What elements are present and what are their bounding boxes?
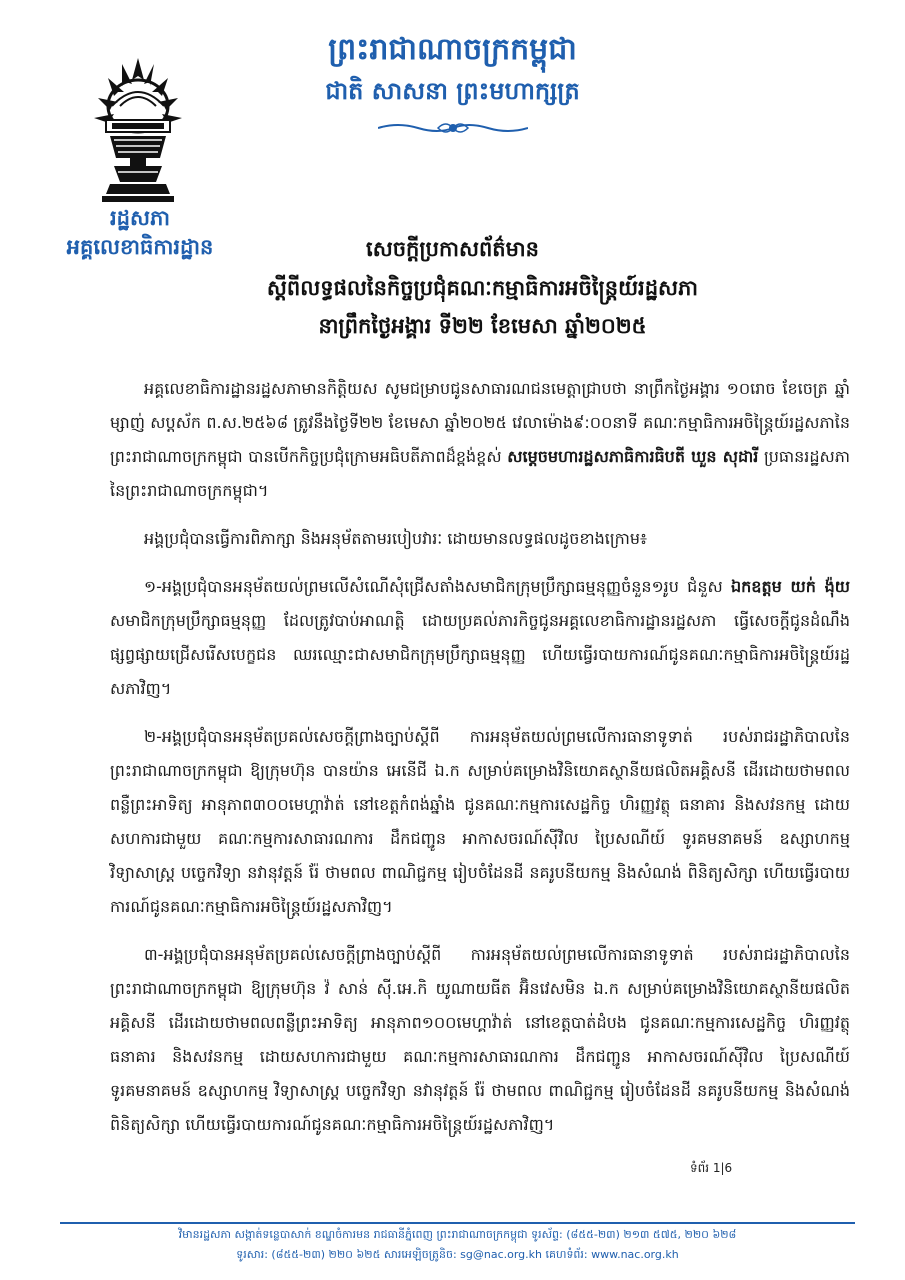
president-name: សម្តេចមហារដ្ឋសភាធិការធិបតី ឃួន សុដារី [507,447,759,466]
paragraph-intro-text: អគ្គលេខាធិការដ្ឋានរដ្ឋសភាមានកិត្តិយស សូមជម្រាបជូនសាធារណជនមេត្តាជ្រាបថា នាព្រឹកថ្ងៃអង្គារ ១០រោច ខែចេត្រ ឆ្នាំម្សាញ់ សប្តស័ក ព.ស.២៥៦៨ ត្រូវនឹងថ្ងៃទី២២ ខែមេសា ឆ្នាំ២០២៥ វេលាម៉ោង៩:០០នាទី គណៈកម្មាធិការអចិន្ត្រៃយ៍រដ្ឋសភានៃព្រះរាជាណាចក្រកម្ពុជា បានបើកកិច្ចប្រជុំក្រោមអធិបតីភាពដ៏ខ្ពង់ខ្ពស់ [110,379,850,466]
document-title: សេចក្តីប្រកាសព័ត៌មាន [366,236,539,261]
document-subtitle: ស្តីពីលទ្ធផលនៃកិច្ចប្រជុំគណៈកម្មាធិការអចិន្ត្រៃយ៍រដ្ឋសភា [266,275,699,300]
paragraph-item-1 [110,570,850,706]
paragraph-intro [110,372,850,508]
page-number: ទំព័រ 1|6 [690,1161,733,1175]
item-1-text: ១-អង្គប្រជុំបានអនុម័តយល់ព្រមលើសំណើសុំជ្រើសតាំងសមាជិកក្រុមប្រឹក្សាធម្មនុញ្ញចំនួន១រូប ជំនួស [144,577,731,596]
document-date-line: នាព្រឹកថ្ងៃអង្គារ ទី២២ ខែមេសា ឆ្នាំ២០២៥ [318,313,647,338]
item-1-tail: សមាជិកក្រុមប្រឹក្សាធម្មនុញ្ញ ដែលត្រូវបាប់អាណត្តិ ដោយប្រគល់ភារកិច្ចជូនអគ្គលេខាធិការដ្ឋានរដ្ឋសភា ធ្វើសេចក្តីជូនដំណឹងផ្សព្វផ្សាយជ្រើសរើសបេក្ខជន ឈរឈ្មោះជាសមាជិកក្រុមប្រឹក្សាធម្មនុញ្ញ ហើយធ្វើរបាយការណ៍ជូនគណៈកម្មាធិការអចិន្ត្រៃយ៍រដ្ឋសភាវិញ។ [110,611,850,698]
footer-divider [60,1222,855,1224]
paragraph-item-3: ៣-អង្គប្រជុំបានអនុម័តប្រគល់សេចក្តីព្រាងច្បាប់ស្តីពី ការអនុម័តយល់ព្រមលើការធានាទូទាត់ របស់រាជរដ្ឋាភិបាលនៃព្រះរាជាណាចក្រកម្ពុជា ឱ្យក្រុមហ៊ុន វ៉ សាន់ ស៊ី.អេ.កិ យូណាយធីត អ៊ិនវេសមិន ឯ.ក សម្រាប់គម្រោងវិនិយោគស្ថានីយផលិតអគ្គិសនី ដើរដោយថាមពលពន្លឺព្រះអាទិត្យ អានុភាព១០០មេហ្គាវ៉ាត់ នៅខេត្តបាត់ដំបង ជូនគណៈកម្មការសេដ្ឋកិច្ច ហិរញ្ញវត្ថុ ធនាគារ និងសវនកម្ម ដោយសហការជាមួយ គណៈកម្មការសាធារណការ ដឹកជញ្ជូន អាកាសចរណ៍ស៊ីវិល ប្រៃសណីយ៍ ទូរគមនាគមន៍ ឧស្សាហកម្ម វិទ្យាសាស្ត្រ បច្ចេកវិទ្យា នវានុវត្តន៍ រ៉ែ ថាមពល ពាណិជ្ជកម្ម រៀបចំដែនដី នគរូបនីយកម្ម និងសំណង់ ពិនិត្យសិក្សា ហើយធ្វើរបាយការណ៍ជូនគណៈកម្មាធិការអចិន្ត្រៃយ៍រដ្ឋសភាវិញ។ [110,945,850,1134]
footer-address: វិមានរដ្ឋសភា សង្កាត់ទន្លេបាសាក់ ខណ្ឌចំការមន រាជធានីភ្នំពេញ ព្រះរាជាណាចក្រកម្ពុជា ទូរស័ព្ទ: (៨៥៥-២៣) ២១៣ ៥៧៥, ២២០ ៦២៨ [178,1228,737,1241]
ornament-divider-icon [378,120,528,136]
department-line-1: រដ្ឋសភា [110,205,170,230]
department-line-2: អគ្គលេខាធិការដ្ឋាន [66,234,214,259]
member-name: ឯកឧត្តម យក់ ង៉ុយ [730,577,850,596]
document-body [110,372,850,1156]
footer-contact: ទូរសារ: (៨៥៥-២៣) ២២០ ៦២៥ សារអេឡិចត្រូនិច: sg@nac.org.kh គេហទំព័រ: www.nac.org.kh [236,1248,679,1261]
paragraph-item-2: ២-អង្គប្រជុំបានអនុម័តប្រគល់សេចក្តីព្រាងច្បាប់ស្តីពី ការអនុម័តយល់ព្រមលើការធានាទូទាត់ របស់រាជរដ្ឋាភិបាលនៃព្រះរាជាណាចក្រកម្ពុជា ឱ្យក្រុមហ៊ុន បានយ៉ាន អេនើជី ឯ.ក សម្រាប់គម្រោងវិនិយោគស្ថានីយផលិតអគ្គិសនី ដើរដោយថាមពលពន្លឺព្រះអាទិត្យ អានុភាព៣០០មេហ្គាវ៉ាត់ នៅខេត្តកំពង់ឆ្នាំង ជូនគណៈកម្មការសេដ្ឋកិច្ច ហិរញ្ញវត្ថុ ធនាគារ និងសវនកម្ម ដោយសហការជាមួយ គណៈកម្មការសាធារណការ ដឹកជញ្ជូន អាកាសចរណ៍ស៊ីវិល ប្រៃសណីយ៍ ទូរគមនាគមន៍ ឧស្សាហកម្ម វិទ្យាសាស្ត្រ បច្ចេកវិទ្យា នវានុវត្តន៍ រ៉ែ ថាមពល ពាណិជ្ជកម្ម រៀបចំដែនដី នគរូបនីយកម្ម និងសំណង់ ពិនិត្យសិក្សា ហើយធ្វើរបាយការណ៍ជូនគណៈកម្មាធិការអចិន្ត្រៃយ៍រដ្ឋសភាវិញ។ [110,727,850,916]
paragraph-agenda: អង្គប្រជុំបានធ្វើការពិភាក្សា និងអនុម័តតាមរបៀបវារៈ ដោយមានលទ្ធផលដូចខាងក្រោម៖ [144,529,648,548]
national-motto: ជាតិ សាសនា ព្រះមហាក្សត្រ [325,76,580,105]
paragraph-intro-tail: ប្រធានរដ្ឋសភានៃព្រះរាជាណាចក្រកម្ពុជា។ [110,447,850,500]
kingdom-title: ព្រះរាជាណាចក្រកម្ពុជា [328,32,577,67]
